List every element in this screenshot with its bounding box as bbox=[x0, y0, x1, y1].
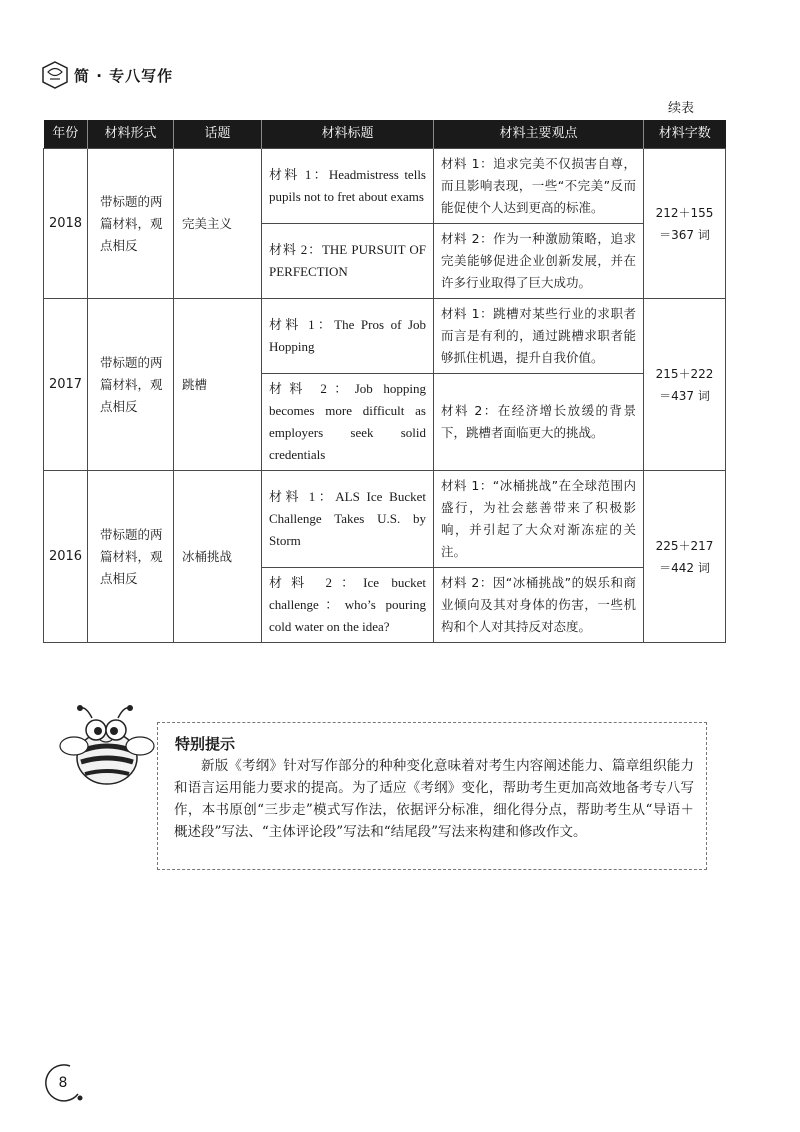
material-title-cell: 材料 1：ALS Ice Bucket Challenge Takes U.S. by Storm bbox=[262, 471, 434, 568]
material-view-cell: 材料 2：因“冰桶挑战”的娱乐和商业倾向及其对身体的伤害，一些机构和个人对其持反对态度。 bbox=[434, 568, 644, 643]
topic-cell: 冰桶挑战 bbox=[174, 471, 262, 643]
hexagon-logo-icon bbox=[40, 60, 70, 90]
topic-cell: 完美主义 bbox=[174, 149, 262, 299]
material-view-cell: 材料 2：在经济增长放缓的背景下，跳槽者面临更大的挑战。 bbox=[434, 374, 644, 471]
word-count-cell: 225＋217＝442 词 bbox=[644, 471, 726, 643]
year-cell: 2016 bbox=[44, 471, 88, 643]
table-row bbox=[44, 471, 726, 568]
page-header bbox=[40, 60, 173, 90]
table-row bbox=[44, 149, 726, 224]
material-view-cell: 材料 2：作为一种激励策略，追求完美能够促进企业创新发展，并在许多行业取得了巨大成功。 bbox=[434, 224, 644, 299]
table-header-row bbox=[44, 120, 726, 149]
material-title-cell: 材料 2：THE PURSUIT OF PERFECTION bbox=[262, 224, 434, 299]
form-cell: 带标题的两篇材料，观点相反 bbox=[88, 149, 174, 299]
special-tip-title: 特别提示 bbox=[175, 735, 236, 753]
column-header-views: 材料主要观点 bbox=[434, 120, 644, 149]
column-header-year: 年份 bbox=[44, 120, 88, 149]
exam-materials-table bbox=[43, 120, 726, 643]
page-number: 8 bbox=[58, 1075, 68, 1091]
year-cell: 2017 bbox=[44, 299, 88, 471]
topic-cell: 跳槽 bbox=[174, 299, 262, 471]
material-title-cell: 材料 2：Ice bucket challenge：who’s pouring cold water on the idea? bbox=[262, 568, 434, 643]
material-title-cell: 材料 2：Job hopping becomes more difficult as employers seek solid credentials bbox=[262, 374, 434, 471]
year-cell: 2018 bbox=[44, 149, 88, 299]
material-title-cell: 材料 1：The Pros of Job Hopping bbox=[262, 299, 434, 374]
special-tip-body: 新版《考纲》针对写作部分的种种变化意味着对考生内容阐述能力、篇章组织能力和语言运用能力要求的提高。为了适应《考纲》变化，帮助考生更加高效地备考专八写作，本书原创“三步走”模式写作法，依据评分标准，细化得分点，帮助考生从“导语＋概述段”写法、“主体评论段”写法和“结尾段”写法来构建和修改作文。 bbox=[174, 758, 694, 840]
form-cell: 带标题的两篇材料，观点相反 bbox=[88, 471, 174, 643]
column-header-topic: 话题 bbox=[174, 120, 262, 149]
material-title-cell: 材料 1：Headmistress tells pupils not to fret about exams bbox=[262, 149, 434, 224]
column-header-title: 材料标题 bbox=[262, 120, 434, 149]
word-count-cell: 215＋222＝437 词 bbox=[644, 299, 726, 471]
material-view-cell: 材料 1：“冰桶挑战”在全球范围内盛行，为社会慈善带来了积极影响，并引起了大众对渐冻症的关注。 bbox=[434, 471, 644, 568]
form-cell: 带标题的两篇材料，观点相反 bbox=[88, 299, 174, 471]
material-view-cell: 材料 1：追求完美不仅损害自尊，而且影响表现，一些“不完美”反而能促使个人达到更高的标准。 bbox=[434, 149, 644, 224]
header-title: 简 · 专八写作 bbox=[74, 66, 174, 85]
word-count-cell: 212＋155＝367 词 bbox=[644, 149, 726, 299]
material-view-cell: 材料 1：跳槽对某些行业的求职者而言是有利的，通过跳槽求职者能够抓住机遇，提升自我价值。 bbox=[434, 299, 644, 374]
table-row bbox=[44, 299, 726, 374]
bee-mascot-icon bbox=[52, 700, 162, 800]
continued-label: 续表 bbox=[668, 101, 695, 116]
column-header-word-count: 材料字数 bbox=[644, 120, 726, 149]
column-header-form: 材料形式 bbox=[88, 120, 174, 149]
